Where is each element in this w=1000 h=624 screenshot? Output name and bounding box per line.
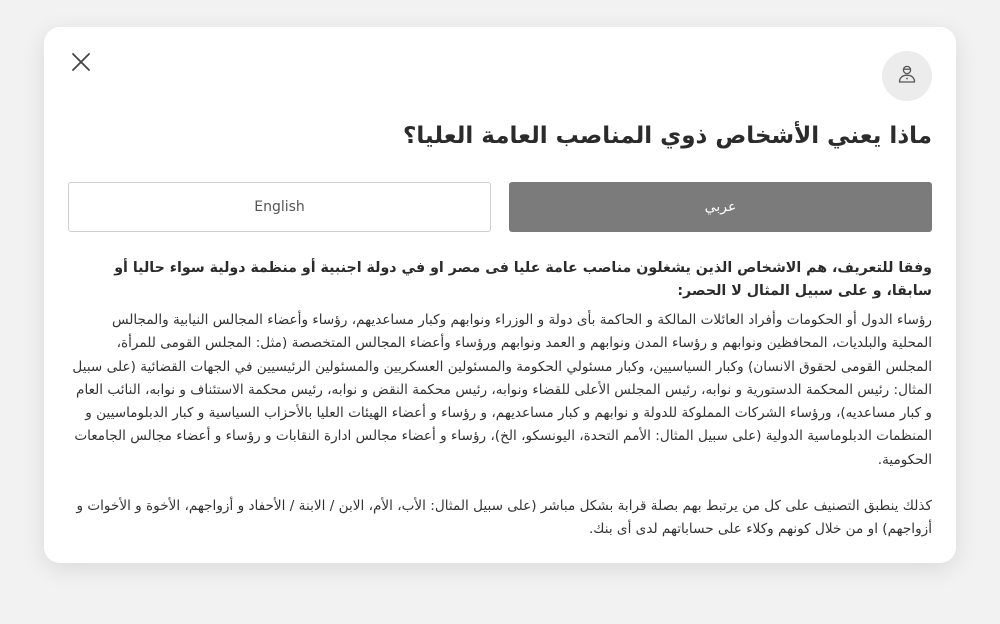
relatives-paragraph: كذلك ينطبق التصنيف على كل من يرتبط بهم بصلة قرابة بشكل مباشر (على سبيل المثال: الأب، الأم، الابن / الابنة / الأحفاد و أزواجهم، الأخوة و الأخوات و أزواجهم) او من خلال كونهم وكلاء على حساباتهم لدى أى بنك. [76, 498, 932, 538]
avatar [882, 51, 932, 101]
dialog [44, 27, 956, 563]
person-icon [896, 63, 918, 89]
definition-content [68, 257, 932, 542]
english-language-button[interactable] [68, 182, 491, 232]
close-icon [71, 52, 91, 76]
english-button-label: English [254, 199, 305, 215]
dialog-title: ماذا يعني الأشخاص ذوي المناصب العامة العليا؟ [403, 123, 932, 149]
arabic-button-label: عربي [704, 199, 737, 215]
close-button[interactable] [66, 49, 96, 79]
definition-paragraph: رؤساء الدول أو الحكومات وأفراد العائلات المالكة و الحاكمة بأى دولة و الوزراء ونوابهم وكبار مساعديهم، رؤساء وأعضاء المجالس النيابية والمجالس المحلية والبلديات، المحافظين ونوابهم و رؤساء المدن ونوابهم و العمد ونوابهم ورؤساء وأعضاء المجالس المتخصصة (مثل: المجلس القومى للمرأة، المجلس القومى لحقوق الانسان) وكبار السياسيين، وكبار مسئولي الحكومة والمسئولين العسكريين والمسئولين الرئيسيين في الجهات القضائية (على سبيل المثال: رئيس المحكمة الدستورية و نوابه، رئيس المجلس الأعلى للقضاء ونوابه، رئيس محكمة النقض و نوابه، رئيس محكمة الاستئناف و نوابه، النائب العام و كبار مساعديه)، ورؤساء الشركات المملوكة للدولة و نوابهم و كبار مساعديهم، و رؤساء و أعضاء الهيئات العليا بالأحزاب السياسية و كبار الدبلوماسيين و المنظمات الدبلوماسية الدولية (على سبيل المثال: الأمم التحدة، اليونسكو، الخ)، رؤساء و أعضاء مجالس ادارة النقابات و رؤساء و أعضاء مجالس الجامعات الحكومية. [72, 312, 932, 468]
definition-intro: وفقا للتعريف، هم الاشخاص الذين يشغلون مناصب عامة عليا فى مصر او في دولة اجنبية أو منظمة دولية سواء حاليا أو سابقا، و على سبيل المثال لا الحصر: [114, 260, 932, 299]
arabic-language-button[interactable] [509, 182, 932, 232]
